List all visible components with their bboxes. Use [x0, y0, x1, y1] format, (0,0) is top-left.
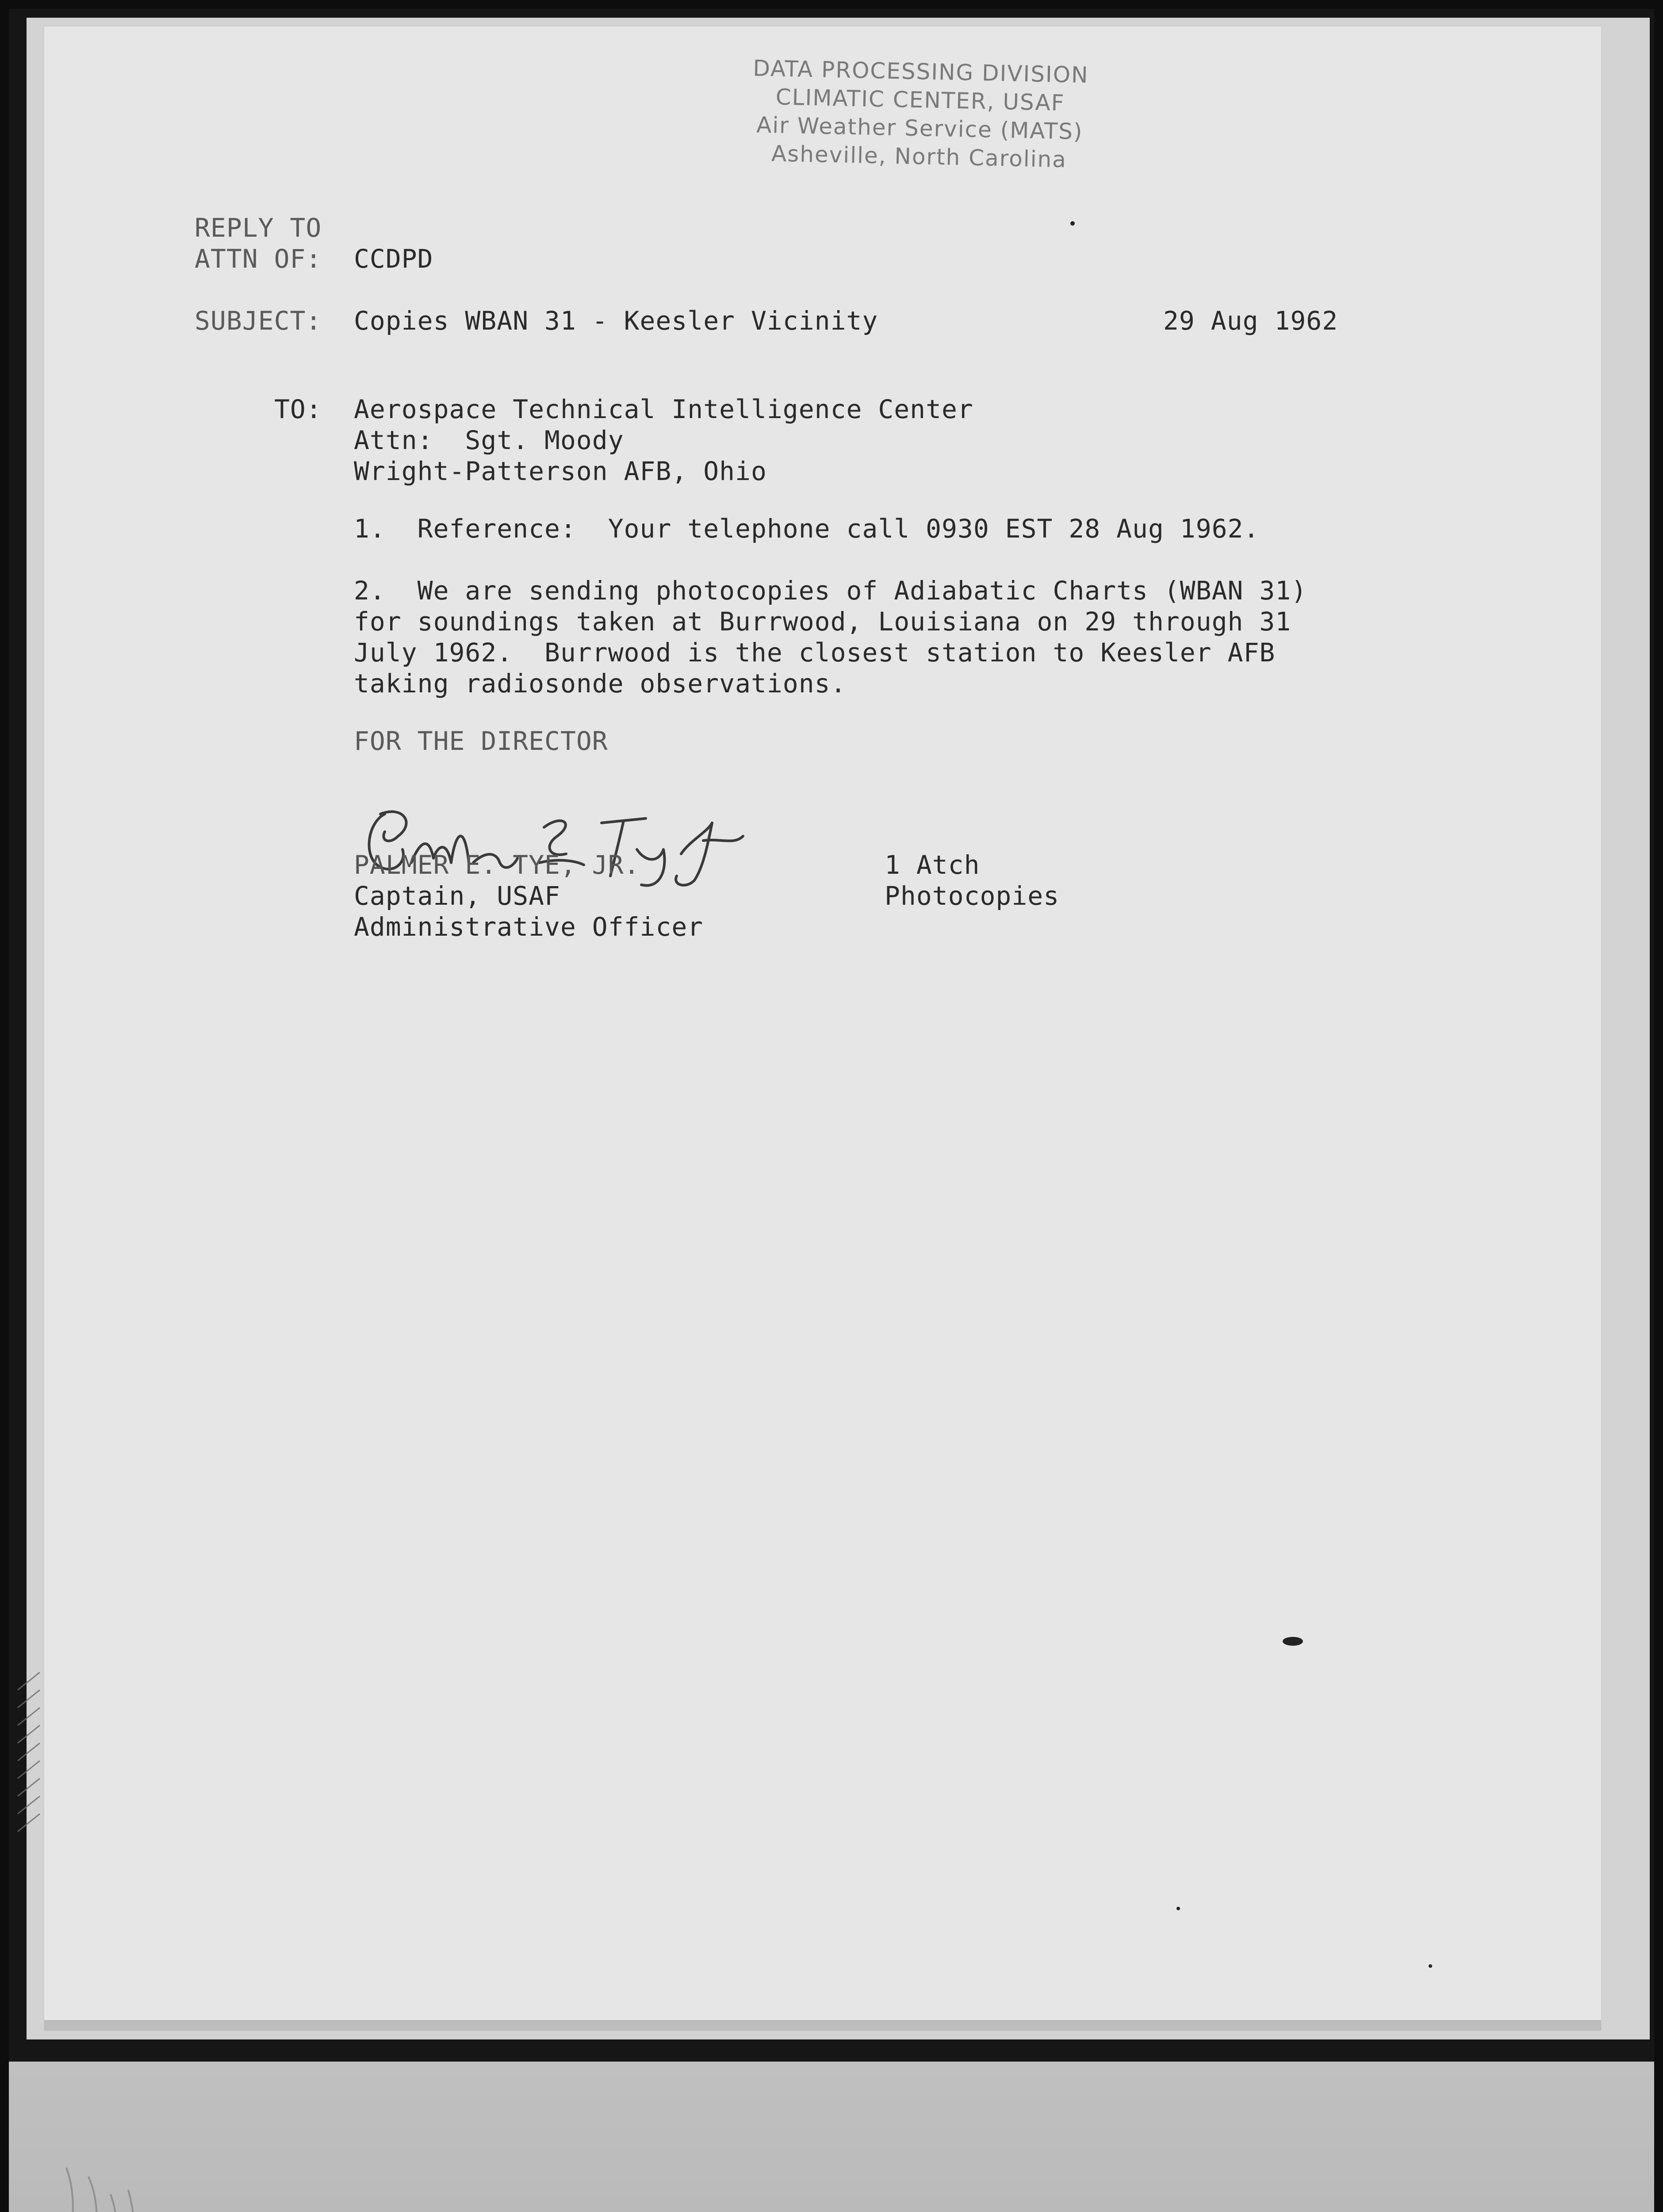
paragraph-2-line-4: taking radiosonde observations. — [354, 668, 847, 699]
to-label: TO: — [274, 394, 322, 424]
paragraph-2-line-3: July 1962. Burrwood is the closest station to Keesler AFB — [354, 637, 1276, 668]
ink-speck — [1283, 1637, 1303, 1646]
attachment-count: 1 Atch — [885, 850, 980, 880]
film-edge-marks — [13, 1637, 49, 1947]
letter-page — [44, 27, 1601, 2031]
attn-of-value: CCDPD — [354, 244, 433, 274]
film-scratches — [40, 2150, 199, 2212]
for-the-director: FOR THE DIRECTOR — [354, 726, 608, 756]
letter-date: 29 Aug 1962 — [1163, 306, 1338, 336]
film-lower-panel — [9, 2062, 1654, 2212]
stamp-line-1: DATA PROCESSING DIVISION — [752, 55, 1089, 88]
stamp-line-4: Asheville, North Carolina — [771, 140, 1067, 173]
address-line-1: Aerospace Technical Intelligence Center — [354, 394, 973, 424]
stamp-line-2: CLIMATIC CENTER, USAF — [775, 84, 1065, 116]
address-line-2: Attn: Sgt. Moody — [354, 425, 624, 455]
letterhead-stamp — [697, 53, 1142, 176]
signer-title: Administrative Officer — [354, 912, 704, 942]
paragraph-1: 1. Reference: Your telephone call 0930 EST 28 Aug 1962. — [354, 514, 1260, 544]
attachment-description: Photocopies — [885, 881, 1060, 911]
attn-of-label: ATTN OF: — [195, 244, 322, 274]
address-line-3: Wright-Patterson AFB, Ohio — [354, 456, 767, 486]
subject-value: Copies WBAN 31 - Keesler Vicinity — [354, 306, 878, 336]
paragraph-2-line-2: for soundings taken at Burrwood, Louisiana on 29 through 31 — [354, 607, 1291, 637]
subject-label: SUBJECT: — [195, 306, 322, 336]
dust-speck — [1429, 1964, 1432, 1968]
reply-to-label: REPLY TO — [195, 213, 322, 243]
signer-name: PALMER E. TYE, JR. — [354, 850, 640, 880]
stamp-line-3: Air Weather Service (MATS) — [756, 112, 1084, 145]
dust-speck — [1176, 1907, 1180, 1910]
signer-rank: Captain, USAF — [354, 881, 560, 911]
dust-speck — [1070, 221, 1075, 226]
paragraph-2-line-1: 2. We are sending photocopies of Adiabatic Charts (WBAN 31) — [354, 576, 1307, 606]
